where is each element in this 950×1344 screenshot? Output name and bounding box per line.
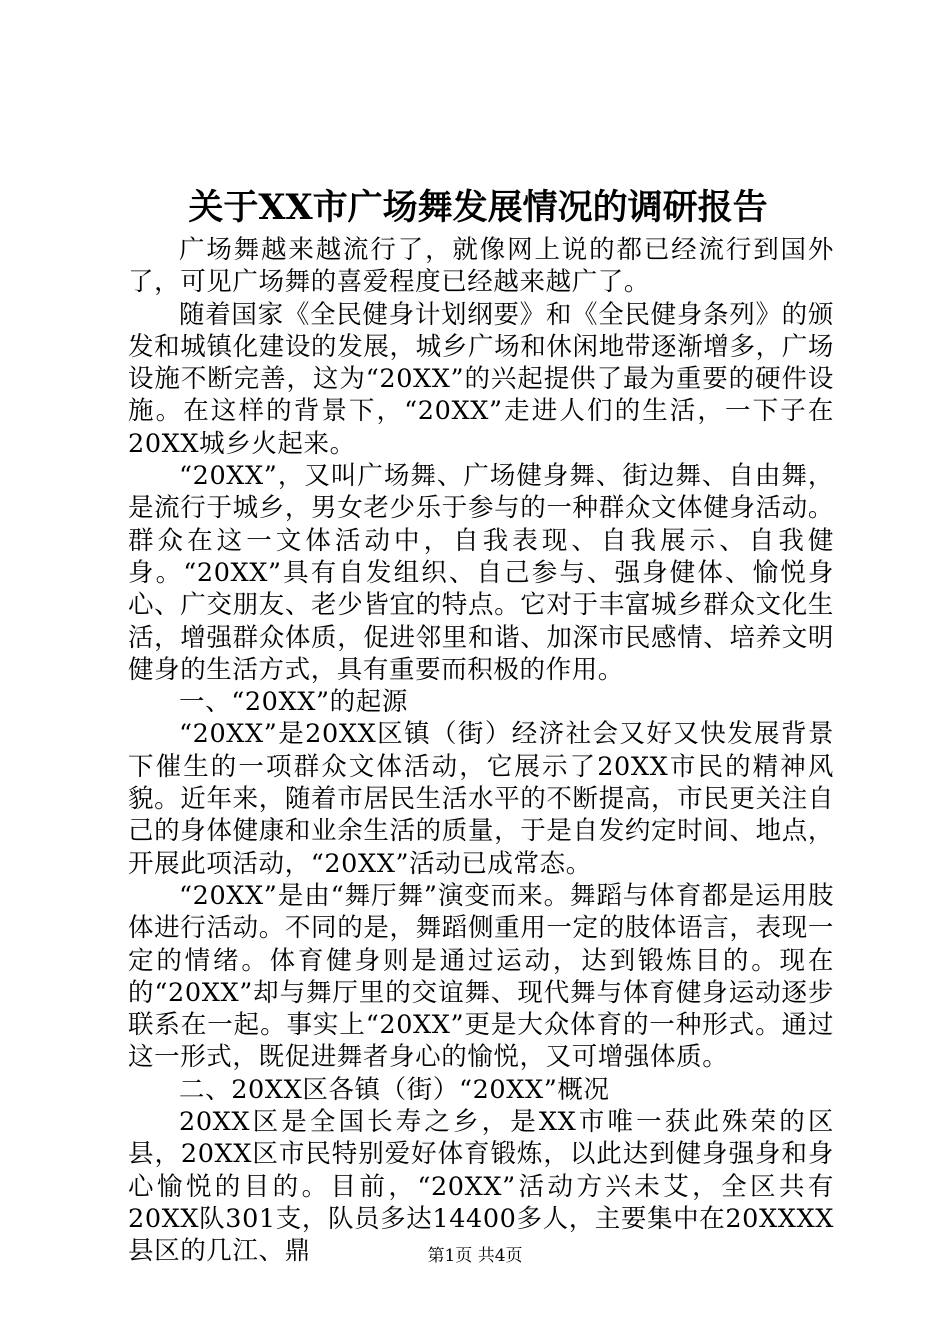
paragraph: “20XX”，又叫广场舞、广场健身舞、街边舞、自由舞，是流行于城乡，男女老少乐于参与的一种群众文体健身活动。群众在这一文体活动中，自我表现、自我展示、自我健身。“20XX”具有自发组织、自己参与、强身健体、愉悦身心、广交朋友、老少皆宜的特点。它对于丰富城乡群众文化生活，增强群众体质，促进邻里和谐、加深市民感情、培养文明健身的生活方式，具有重要而积极的作用。 [128,461,834,685]
paragraph: 随着国家《全民健身计划纲要》和《全民健身条列》的颁发和城镇化建设的发展，城乡广场和休闲地带逐渐增多，广场设施不断完善，这为“20XX”的兴起提供了最为重要的硬件设施。在这样的背景下，“20XX”走进人们的生活，一下子在20XX城乡火起来。 [128,299,834,459]
paragraph: “20XX”是20XX区镇（街）经济社会又好又快发展背景下催生的一项群众文体活动，它展示了20XX市民的精神风貌。近年来，随着市居民生活水平的不断提高，市民更关注自己的身体健康和业余生活的质量，于是自发约定时间、地点，开展此项活动，“20XX”活动已成常态。 [128,719,834,879]
section-heading: 二、20XX区各镇（街）“20XX”概况 [179,1074,610,1105]
document-title: 关于XX市广场舞发展情况的调研报告 [188,187,768,228]
page-number-footer: 第1页 共4页 [427,1246,523,1266]
paragraph: 20XX区是全国长寿之乡，是XX市唯一获此殊荣的区县，20XX区市民特别爱好体育锻炼，以此达到健身强身和身心愉悦的目的。目前，“20XX”活动方兴未艾，全区共有20XX队301支，队员多达14400多人，主要集中在20XXXX县区的几江、鼎 [128,1107,834,1267]
section-heading: 一、“20XX”的起源 [179,687,408,718]
paragraph: 广场舞越来越流行了，就像网上说的都已经流行到国外了，可见广场舞的喜爱程度已经越来越广了。 [128,235,834,298]
document-body [128,234,834,1268]
paragraph: “20XX”是由“舞厅舞”演变而来。舞蹈与体育都是运用肢体进行活动。不同的是，舞蹈侧重用一定的肢体语言，表现一定的情绪。体育健身则是通过运动，达到锻炼目的。现在的“20XX”却与舞厅里的交谊舞、现代舞与体育健身运动逐步联系在一起。事实上“20XX”更是大众体育的一种形式。通过这一形式，既促进舞者身心的愉悦，又可增强体质。 [128,880,834,1073]
